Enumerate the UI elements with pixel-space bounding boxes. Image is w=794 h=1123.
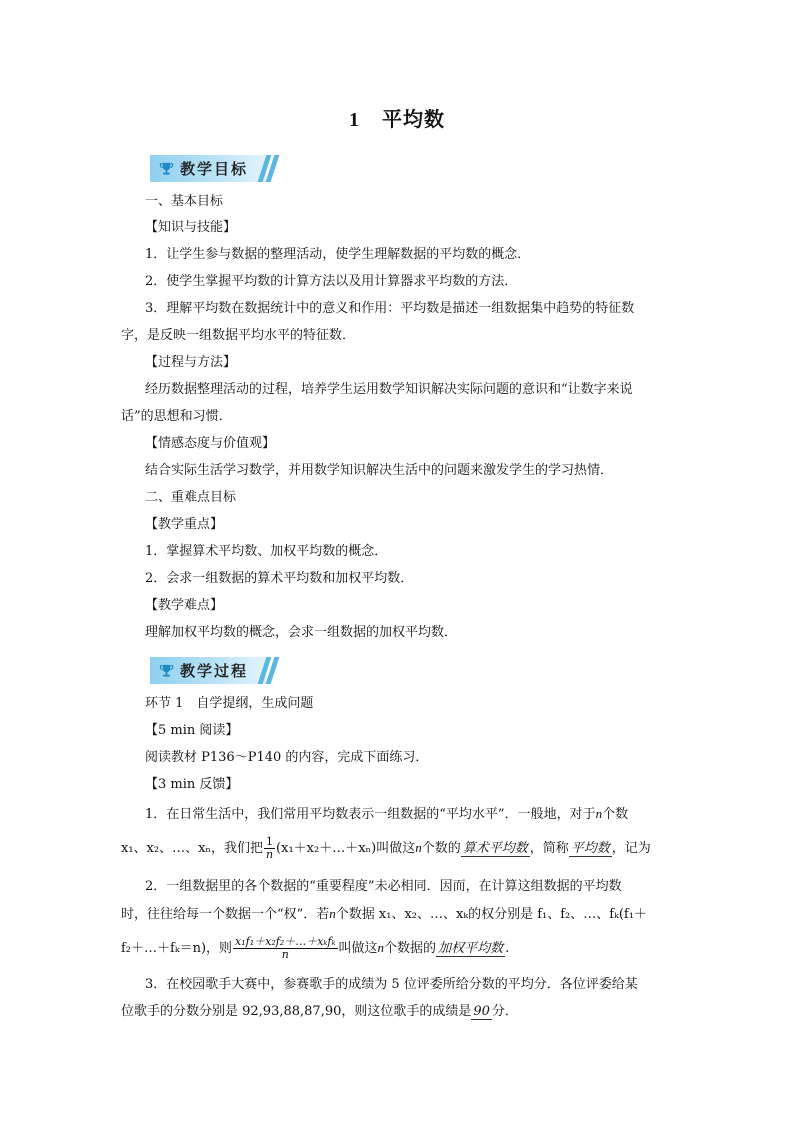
process-step1: 环节 1 自学提纲，生成问题	[145, 696, 314, 711]
goals-key1: 1．掌握算术平均数、加权平均数的概念．	[145, 544, 388, 559]
goals-h2: 二、重难点目标	[145, 490, 237, 505]
goals-diff-head: 【教学难点】	[145, 598, 224, 613]
goals-key-head: 【教学重点】	[145, 517, 224, 532]
goals-k2: 2．使学生掌握平均数的计算方法以及用计算器求平均数的方法．	[145, 274, 518, 289]
goals-key2: 2．会求一组数据的算术平均数和加权平均数．	[145, 571, 414, 586]
question-2-line-b: 时，往往给每一个数据一个“权”．若n个数据 x₁、x₂、…、xₖ的权分别是 f₁、f₂、…、fₖ(f₁＋	[121, 906, 647, 922]
answer-mean: 平均数	[570, 841, 610, 856]
answer-score: 90	[473, 1004, 490, 1019]
fraction-weighted: $\frac{\text{x₁f₁＋x₂f₂＋…＋xₖfₖ}}{n}$	[235, 935, 336, 961]
goals-k1: 1．让学生参与数据的整理活动，使学生理解数据的平均数的概念．	[145, 247, 531, 262]
title-text: 平均数	[382, 107, 445, 131]
goals-h1: 一、基本目标	[145, 194, 224, 209]
question-3-line-b: 位歌手的分数分别是 92,93,88,87,90，则这位歌手的成绩是 90 分．	[121, 1004, 518, 1019]
section-banner-process	[150, 657, 274, 684]
page-title	[0, 103, 794, 132]
answer-arithmetic-mean: 算术平均数	[462, 841, 528, 856]
goals-e1: 结合实际生活学习数学，并用数学知识解决生活中的问题来激发学生的学习热情．	[145, 463, 614, 478]
goals-k-head: 【知识与技能】	[145, 220, 237, 235]
fraction-1-over-n: $\frac{1}{n}$	[266, 835, 274, 861]
goals-diff1: 理解加权平均数的概念，会求一组数据的加权平均数．	[145, 625, 458, 640]
banner-label: 教学目标	[180, 160, 249, 178]
goals-p-head: 【过程与方法】	[145, 355, 237, 370]
question-2-line-a: 2．一组数据里的各个数据的“重要程度”未必相同．因而，在计算这组数据的平均数	[145, 879, 622, 894]
goals-k3b: 字，是反映一组数据平均水平的特征数．	[121, 328, 356, 343]
trophy-icon	[159, 161, 174, 176]
process-fb-head: 【3 min 反馈】	[145, 777, 239, 792]
trophy-icon	[159, 663, 174, 678]
question-1-line-b: x₁、x₂、…、xₙ，我们把 $\frac{1}{n}$ (x₁＋x₂＋…＋xₙ)叫做这n个数的 算术平均数 ，简称 平均数 ，记为	[121, 835, 651, 861]
goals-e-head: 【情感态度与价值观】	[145, 436, 276, 451]
section-banner-goals	[150, 155, 274, 182]
goals-p1a: 经历数据整理活动的过程，培养学生运用数学知识解决实际问题的意识和“让数字来说	[145, 382, 633, 397]
goals-k3a: 3．理解平均数在数据统计中的意义和作用：平均数是描述一组数据集中趋势的特征数	[145, 301, 635, 316]
process-read-head: 【5 min 阅读】	[145, 723, 239, 738]
question-2-line-c: f₂＋…＋fₖ＝n)，则 $\frac{\text{x₁f₁＋x₂f₂＋…＋xₖfₖ}}{n}$ 叫做这n个数据的 加权平均数 .	[121, 935, 510, 961]
process-read1: 阅读教材 P136～P140 的内容，完成下面练习．	[145, 750, 429, 765]
question-3-line-a: 3．在校园歌手大赛中，参赛歌手的成绩为 5 位评委所给分数的平均分．各位评委给某	[145, 977, 638, 992]
title-number: 1	[349, 109, 360, 131]
banner-label: 教学过程	[180, 662, 249, 680]
answer-weighted-mean: 加权平均数	[438, 941, 504, 956]
question-1-line-a: 1．在日常生活中，我们常用平均数表示一组数据的“平均水平”．一般地，对于n个数	[145, 806, 629, 822]
goals-p1b: 话”的思想和习惯．	[121, 409, 232, 424]
